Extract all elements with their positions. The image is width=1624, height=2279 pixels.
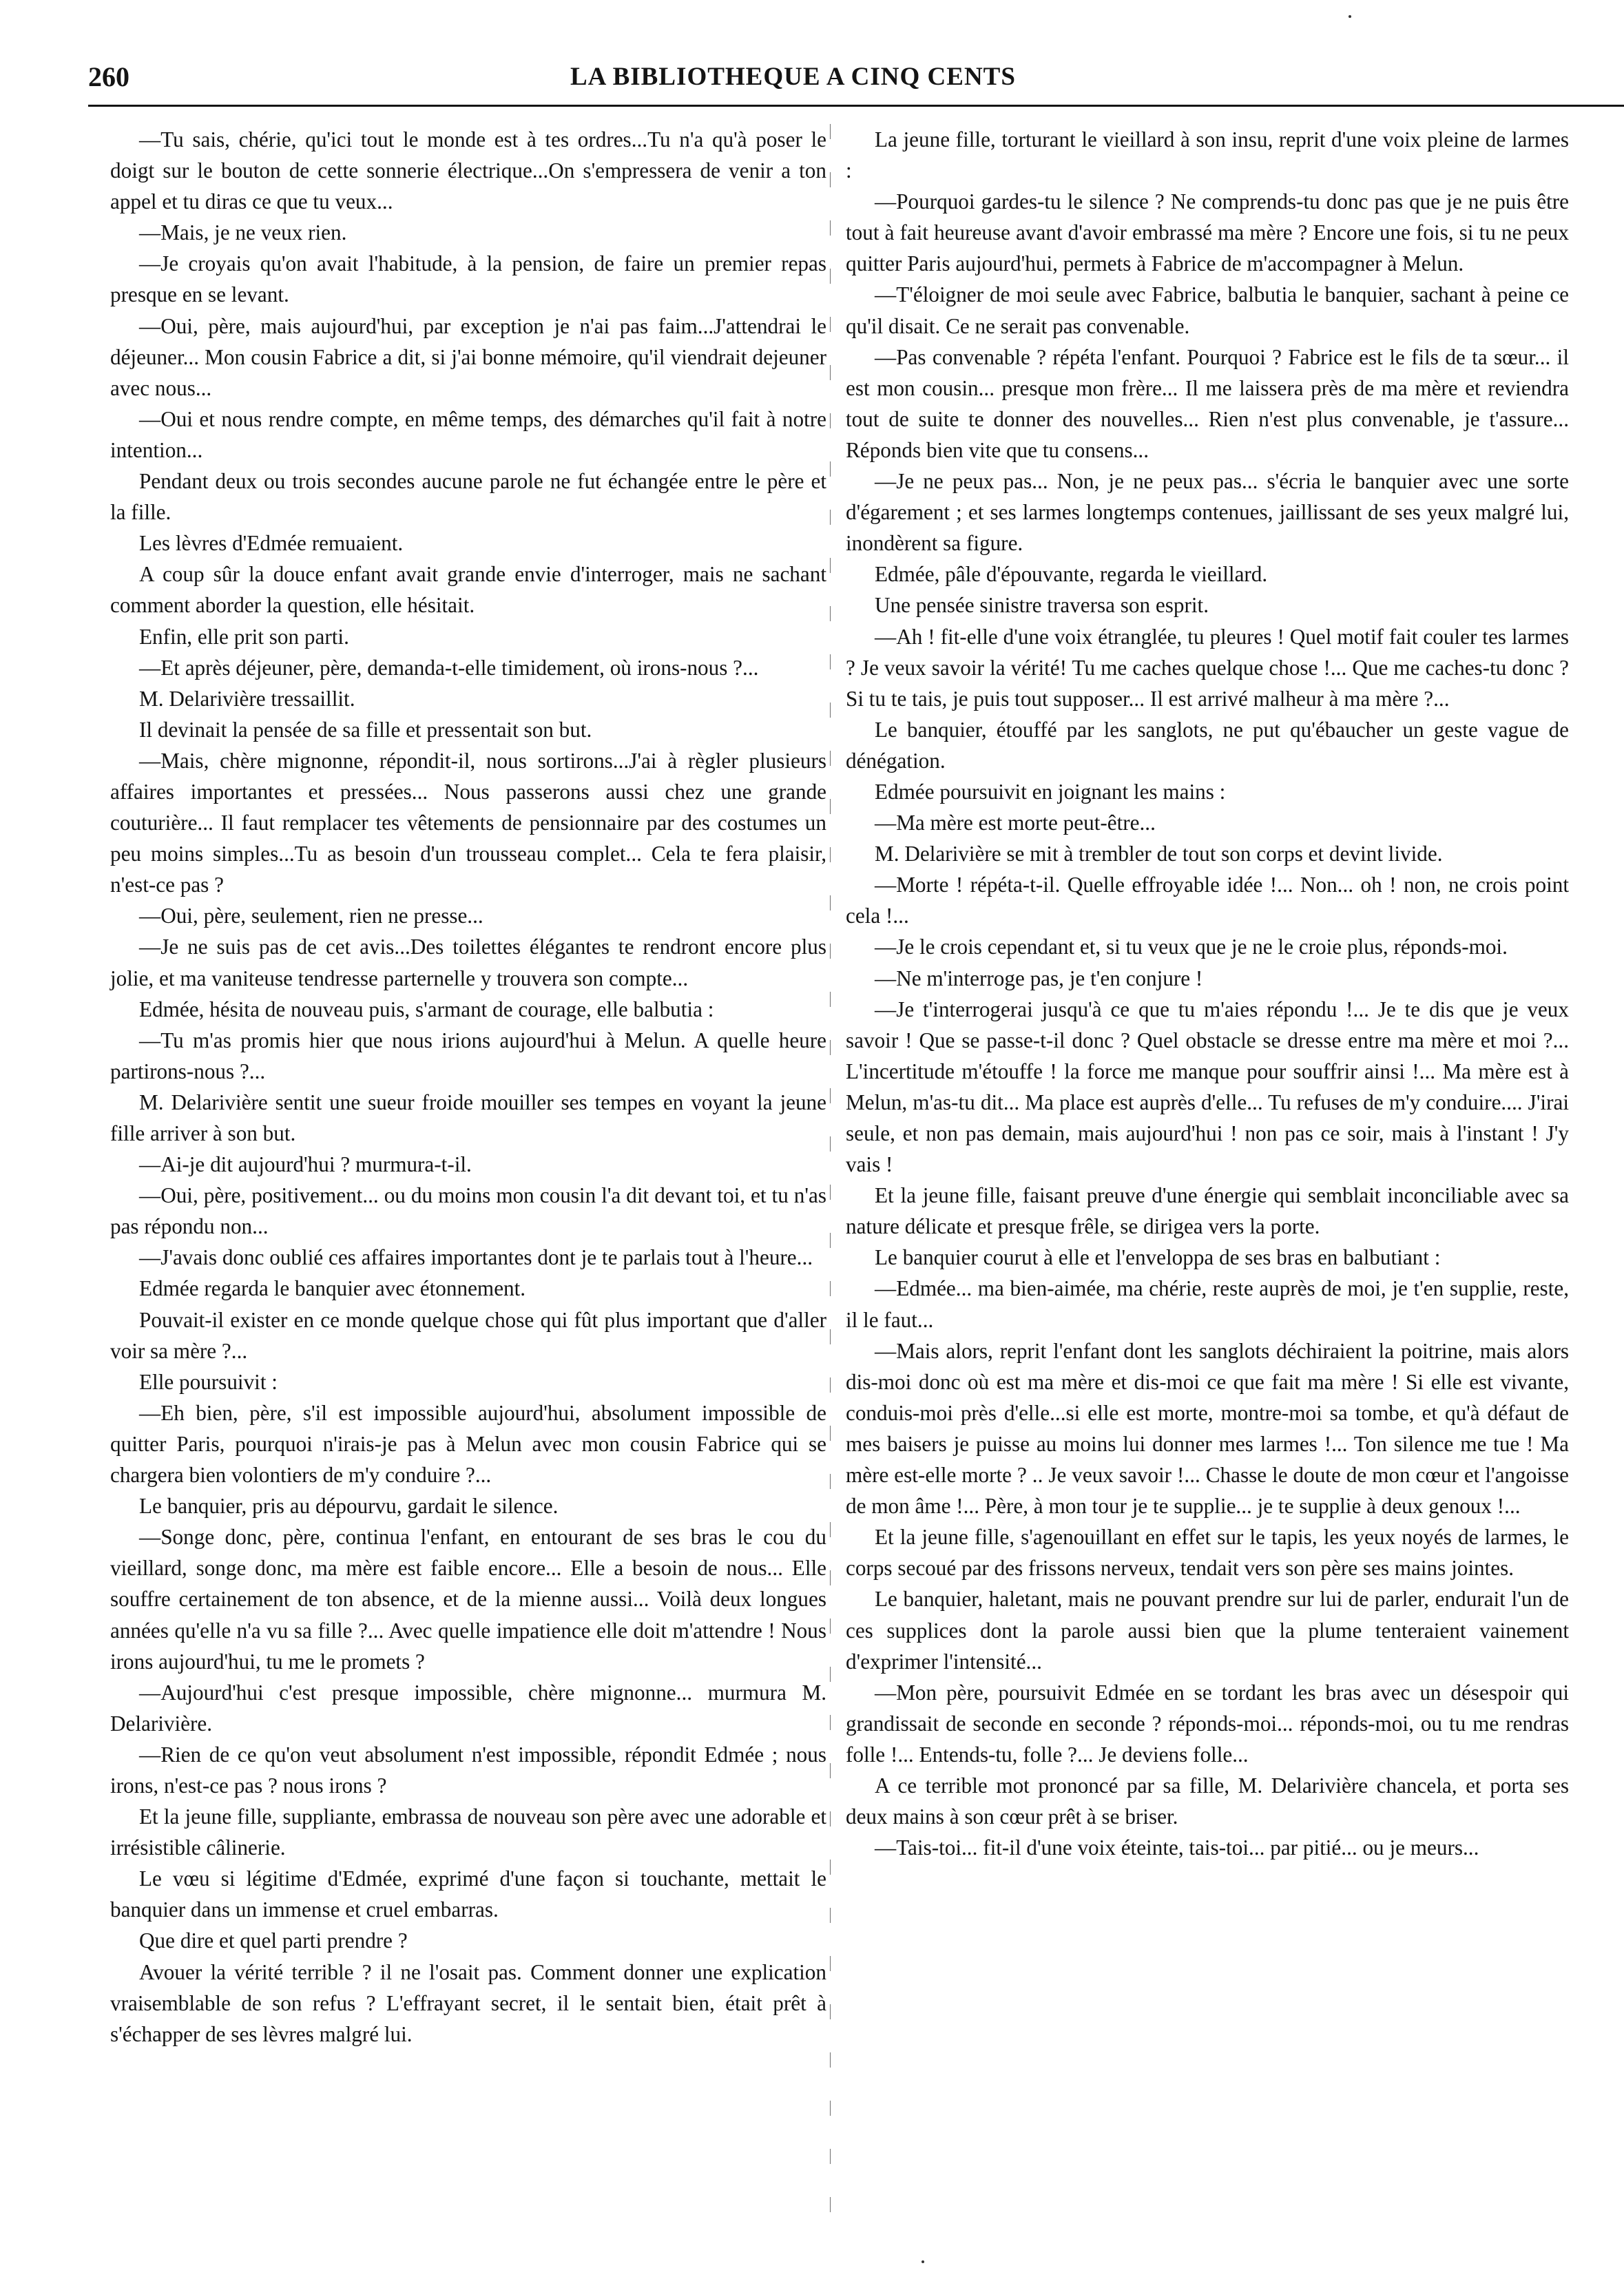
paragraph: Et la jeune fille, s'agenouillant en effet sur le tapis, les yeux noyés de larmes, le corps secoué par des frissons nerveux, tendait vers son père ses mains jointes. — [846, 1525, 1569, 1581]
paragraph: —Oui, père, seulement, rien ne presse... — [139, 904, 483, 928]
paragraph: La jeune fille, torturant le vieillard à son insu, reprit d'une voix pleine de larmes : — [846, 127, 1569, 183]
paragraph: —Morte ! répéta-t-il. Quelle effroyable idée !... Non... oh ! non, ne crois point cela !... — [846, 873, 1569, 928]
paragraph: M. Delarivière tressaillit. — [139, 686, 355, 711]
paragraph: Edmée regarda le banquier avec étonnement. — [139, 1276, 526, 1301]
paragraph: —Ah ! fit-elle d'une voix étranglée, tu pleures ! Quel motif fait couler tes larmes ? Je veux savoir la vérité! Tu me caches quelque chose !... Que me caches-tu donc ? Si tu te tais, je puis tout supposer... Il est arrivé malheur à ma mère ?... — [846, 624, 1569, 711]
paragraph: —Tais-toi... fit-il d'une voix éteinte, tais-toi... par pitié... ou je meurs... — [875, 1835, 1479, 1860]
paragraph: Le vœu si légitime d'Edmée, exprimé d'une façon si touchante, mettait le banquier dans un immense et cruel embarras. — [110, 1866, 826, 1922]
paragraph: —Je le crois cependant et, si tu veux que je ne le croie plus, réponds-moi. — [875, 935, 1508, 959]
paragraph: Enfin, elle prit son parti. — [139, 624, 349, 649]
paragraph: —Et après déjeuner, père, demanda-t-elle timidement, où irons-nous ?... — [139, 655, 759, 680]
paragraph: M. Delarivière sentit une sueur froide mouiller ses tempes en voyant la jeune fille arriver à son but. — [110, 1090, 826, 1145]
paragraph: —Ma mère est morte peut-être... — [875, 811, 1156, 835]
left-column — [110, 124, 826, 2050]
paragraph: —T'éloigner de moi seule avec Fabrice, balbutia le banquier, sachant à peine ce qu'il disait. Ce ne serait pas convenable. — [846, 282, 1569, 338]
paragraph: Edmée, pâle d'épouvante, regarda le vieillard. — [875, 562, 1268, 587]
paragraph: Il devinait la pensée de sa fille et pressentait son but. — [139, 717, 592, 742]
paragraph: Une pensée sinistre traversa son esprit. — [875, 593, 1209, 618]
paragraph: —Mais, je ne veux rien. — [139, 220, 347, 245]
paragraph: M. Delarivière se mit à trembler de tout son corps et devint livide. — [875, 842, 1443, 866]
print-speck — [1349, 15, 1351, 18]
paragraph: —Ai-je dit aujourd'hui ? murmura-t-il. — [139, 1152, 472, 1177]
paragraph: —Mais alors, reprit l'enfant dont les sanglots déchiraient la poitrine, mais alors dis-moi donc où est ma mère et dis-moi ce que fait ma mère ! Si elle est vivante, conduis-moi près d'elle...si elle est morte, montre-moi sa tombe, et qu'à défaut de mes baisers je puisse au moins lui donner mes larmes !... Ton silence me tue ! Ma mère est-elle morte ? .. Je veux savoir !... Chasse le doute de mon cœur et l'angoisse de mon âme !... Père, à mon tour je te supplie... je te supplie à deux genoux !... — [846, 1338, 1569, 1519]
paragraph: —Pas convenable ? répéta l'enfant. Pourquoi ? Fabrice est le fils de ta sœur... il est mon cousin... presque mon frère... Il me laissera près de ma mère et reviendra tout de suite te donner des nouvelles... Rien n'est plus convenable, je t'assure... Réponds bien vite que tu consens... — [846, 344, 1569, 462]
paragraph: —Je ne suis pas de cet avis...Des toilettes élégantes te rendront encore plus jolie, et ma vaniteuse tendresse parternelle y trouvera son compte... — [110, 935, 826, 990]
paragraph: A ce terrible mot prononcé par sa fille, M. Delarivière chancela, et porta ses deux mains à son cœur prêt à se briser. — [846, 1773, 1569, 1829]
paragraph: —Songe donc, père, continua l'enfant, en entourant de ses bras le cou du vieillard, songe donc, ma mère est faible encore... Elle a besoin de nous... Elle souffre certainement de ton absence, et de la mienne aussi... Voilà deux longues années qu'elle n'a vu sa fille ?... Avec quelle impatience elle doit m'attendre ! Nous irons aujourd'hui, tu me le promets ? — [110, 1525, 826, 1674]
paragraph: —Tu sais, chérie, qu'ici tout le monde est à tes ordres...Tu n'a qu'à poser le doigt sur le bouton de cette sonnerie électrique...On s'empressera de venir a ton appel et tu diras ce que tu veux... — [110, 127, 826, 214]
paragraph: —Edmée... ma bien-aimée, ma chérie, reste auprès de moi, je t'en supplie, reste, il le faut... — [846, 1276, 1569, 1332]
paragraph: —Mon père, poursuivit Edmée en se tordant les bras avec un désespoir qui grandissait de seconde en seconde ? réponds-moi... réponds-moi, ou tu me rendras folle !... Entends-tu, folle ?... Je deviens folle... — [846, 1680, 1569, 1767]
paragraph: —Je croyais qu'on avait l'habitude, à la pension, de faire un premier repas presque en se levant. — [110, 251, 826, 307]
paragraph: Les lèvres d'Edmée remuaient. — [139, 531, 404, 556]
header-rule — [88, 105, 1624, 107]
paragraph: Que dire et quel parti prendre ? — [139, 1928, 408, 1953]
running-title: LA BIBLIOTHEQUE A CINQ CENTS — [570, 63, 1016, 91]
column-divider — [830, 124, 831, 2231]
page-number: 260 — [88, 61, 129, 92]
paragraph: Le banquier courut à elle et l'enveloppa de ses bras en balbutiant : — [875, 1245, 1441, 1270]
paragraph: —Je ne peux pas... Non, je ne peux pas... s'écria le banquier avec une sorte d'égarement ; et ses larmes longtemps contenues, jaillissant de ses yeux malgré lui, inondèrent sa figure. — [846, 469, 1569, 556]
paragraph: —Oui et nous rendre compte, en même temps, des démarches qu'il fait à notre intention... — [110, 406, 826, 462]
print-speck — [922, 2260, 924, 2263]
paragraph: —Rien de ce qu'on veut absolument n'est impossible, répondit Edmée ; nous irons, n'est-ce pas ? nous irons ? — [110, 1742, 826, 1798]
paragraph: Le banquier, pris au dépourvu, gardait le silence. — [139, 1494, 559, 1519]
paragraph: Edmée, hésita de nouveau puis, s'armant de courage, elle balbutia : — [139, 997, 714, 1021]
right-column — [846, 124, 1569, 1863]
paragraph: —Eh bien, père, s'il est impossible aujourd'hui, absolument impossible de quitter Paris, pourquoi n'irais-je pas à Melun avec mon cousin Fabrice qui se chargera bien volontiers de m'y conduire ?... — [110, 1400, 826, 1488]
paragraph: —Oui, père, mais aujourd'hui, par exception je n'ai pas faim...J'attendrai le déjeuner... Mon cousin Fabrice a dit, si j'ai bonne mémoire, qu'il viendrait dejeuner avec nous... — [110, 313, 826, 400]
paragraph: —Oui, père, positivement... ou du moins mon cousin l'a dit devant toi, et tu n'as pas répondu non... — [110, 1183, 826, 1239]
paragraph: Et la jeune fille, suppliante, embrassa de nouveau son père avec une adorable et irrésistible câlinerie. — [110, 1804, 826, 1860]
paragraph: Et la jeune fille, faisant preuve d'une énergie qui semblait inconciliable avec sa nature délicate et presque frêle, se dirigea vers la porte. — [846, 1183, 1569, 1239]
paragraph: —Ne m'interroge pas, je t'en conjure ! — [875, 966, 1203, 990]
paragraph: Le banquier, haletant, mais ne pouvant prendre sur lui de parler, endurait l'un de ces supplices dont la parole aussi bien que la plume tenteraient vainement d'exprimer l'intensité... — [846, 1587, 1569, 1674]
paragraph: Pendant deux ou trois secondes aucune parole ne fut échangée entre le père et la fille. — [110, 469, 826, 525]
paragraph: —Tu m'as promis hier que nous irions aujourd'hui à Melun. A quelle heure partirons-nous ?... — [110, 1028, 826, 1083]
paragraph: —Mais, chère mignonne, répondit-il, nous sortirons...J'ai à règler plusieurs affaires importantes et pressées... Nous passerons aussi chez une grande couturière... Il faut remplacer tes vêtements de pensionnaire par des costumes un peu moins simples...Tu as besoin d'un trousseau complet... Cela te fera plaisir, n'est-ce pas ? — [110, 748, 826, 897]
paragraph: Avouer la vérité terrible ? il ne l'osait pas. Comment donner une explication vraisemblable de son refus ? L'effrayant secret, il le sentait bien, était prêt à s'échapper de ses lèvres malgré lui. — [110, 1959, 826, 2046]
paragraph: Elle poursuivit : — [139, 1369, 278, 1394]
page-header — [88, 61, 1624, 96]
paragraph: —Pourquoi gardes-tu le silence ? Ne comprends-tu donc pas que je ne puis être tout à fait heureuse avant d'avoir embrassé ma mère ? Encore une fois, si tu ne peux quitter Paris aujourd'hui, permets à Fabrice de m'accompagner à Melun. — [846, 189, 1569, 276]
paragraph: —J'avais donc oublié ces affaires importantes dont je te parlais tout à l'heure... — [139, 1245, 813, 1270]
paragraph: A coup sûr la douce enfant avait grande envie d'interroger, mais ne sachant comment aborder la question, elle hésitait. — [110, 562, 826, 618]
paragraph: —Aujourd'hui c'est presque impossible, chère mignonne... murmura M. Delarivière. — [110, 1680, 826, 1736]
paragraph: Edmée poursuivit en joignant les mains : — [875, 779, 1226, 804]
paragraph: Le banquier, étouffé par les sanglots, ne put qu'ébaucher un geste vague de dénégation. — [846, 717, 1569, 773]
paragraph: Pouvait-il exister en ce monde quelque chose qui fût plus important que d'aller voir sa mère ?... — [110, 1307, 826, 1363]
paragraph: —Je t'interrogerai jusqu'à ce que tu m'aies répondu !... Je te dis que je veux savoir ! Que se passe-t-il donc ? Quel obstacle se dresse entre ma mère et moi ?... L'incertitude m'étouffe ! la force me manque pour souffrir ainsi !... Ma mère est à Melun, m'as-tu dit... Ma place est auprès d'elle... Tu refuses de m'y conduire.... J'irai seule, et non pas demain, mais aujourd'hui ! non pas ce soir, mais à l'instant ! J'y vais ! — [846, 997, 1569, 1177]
